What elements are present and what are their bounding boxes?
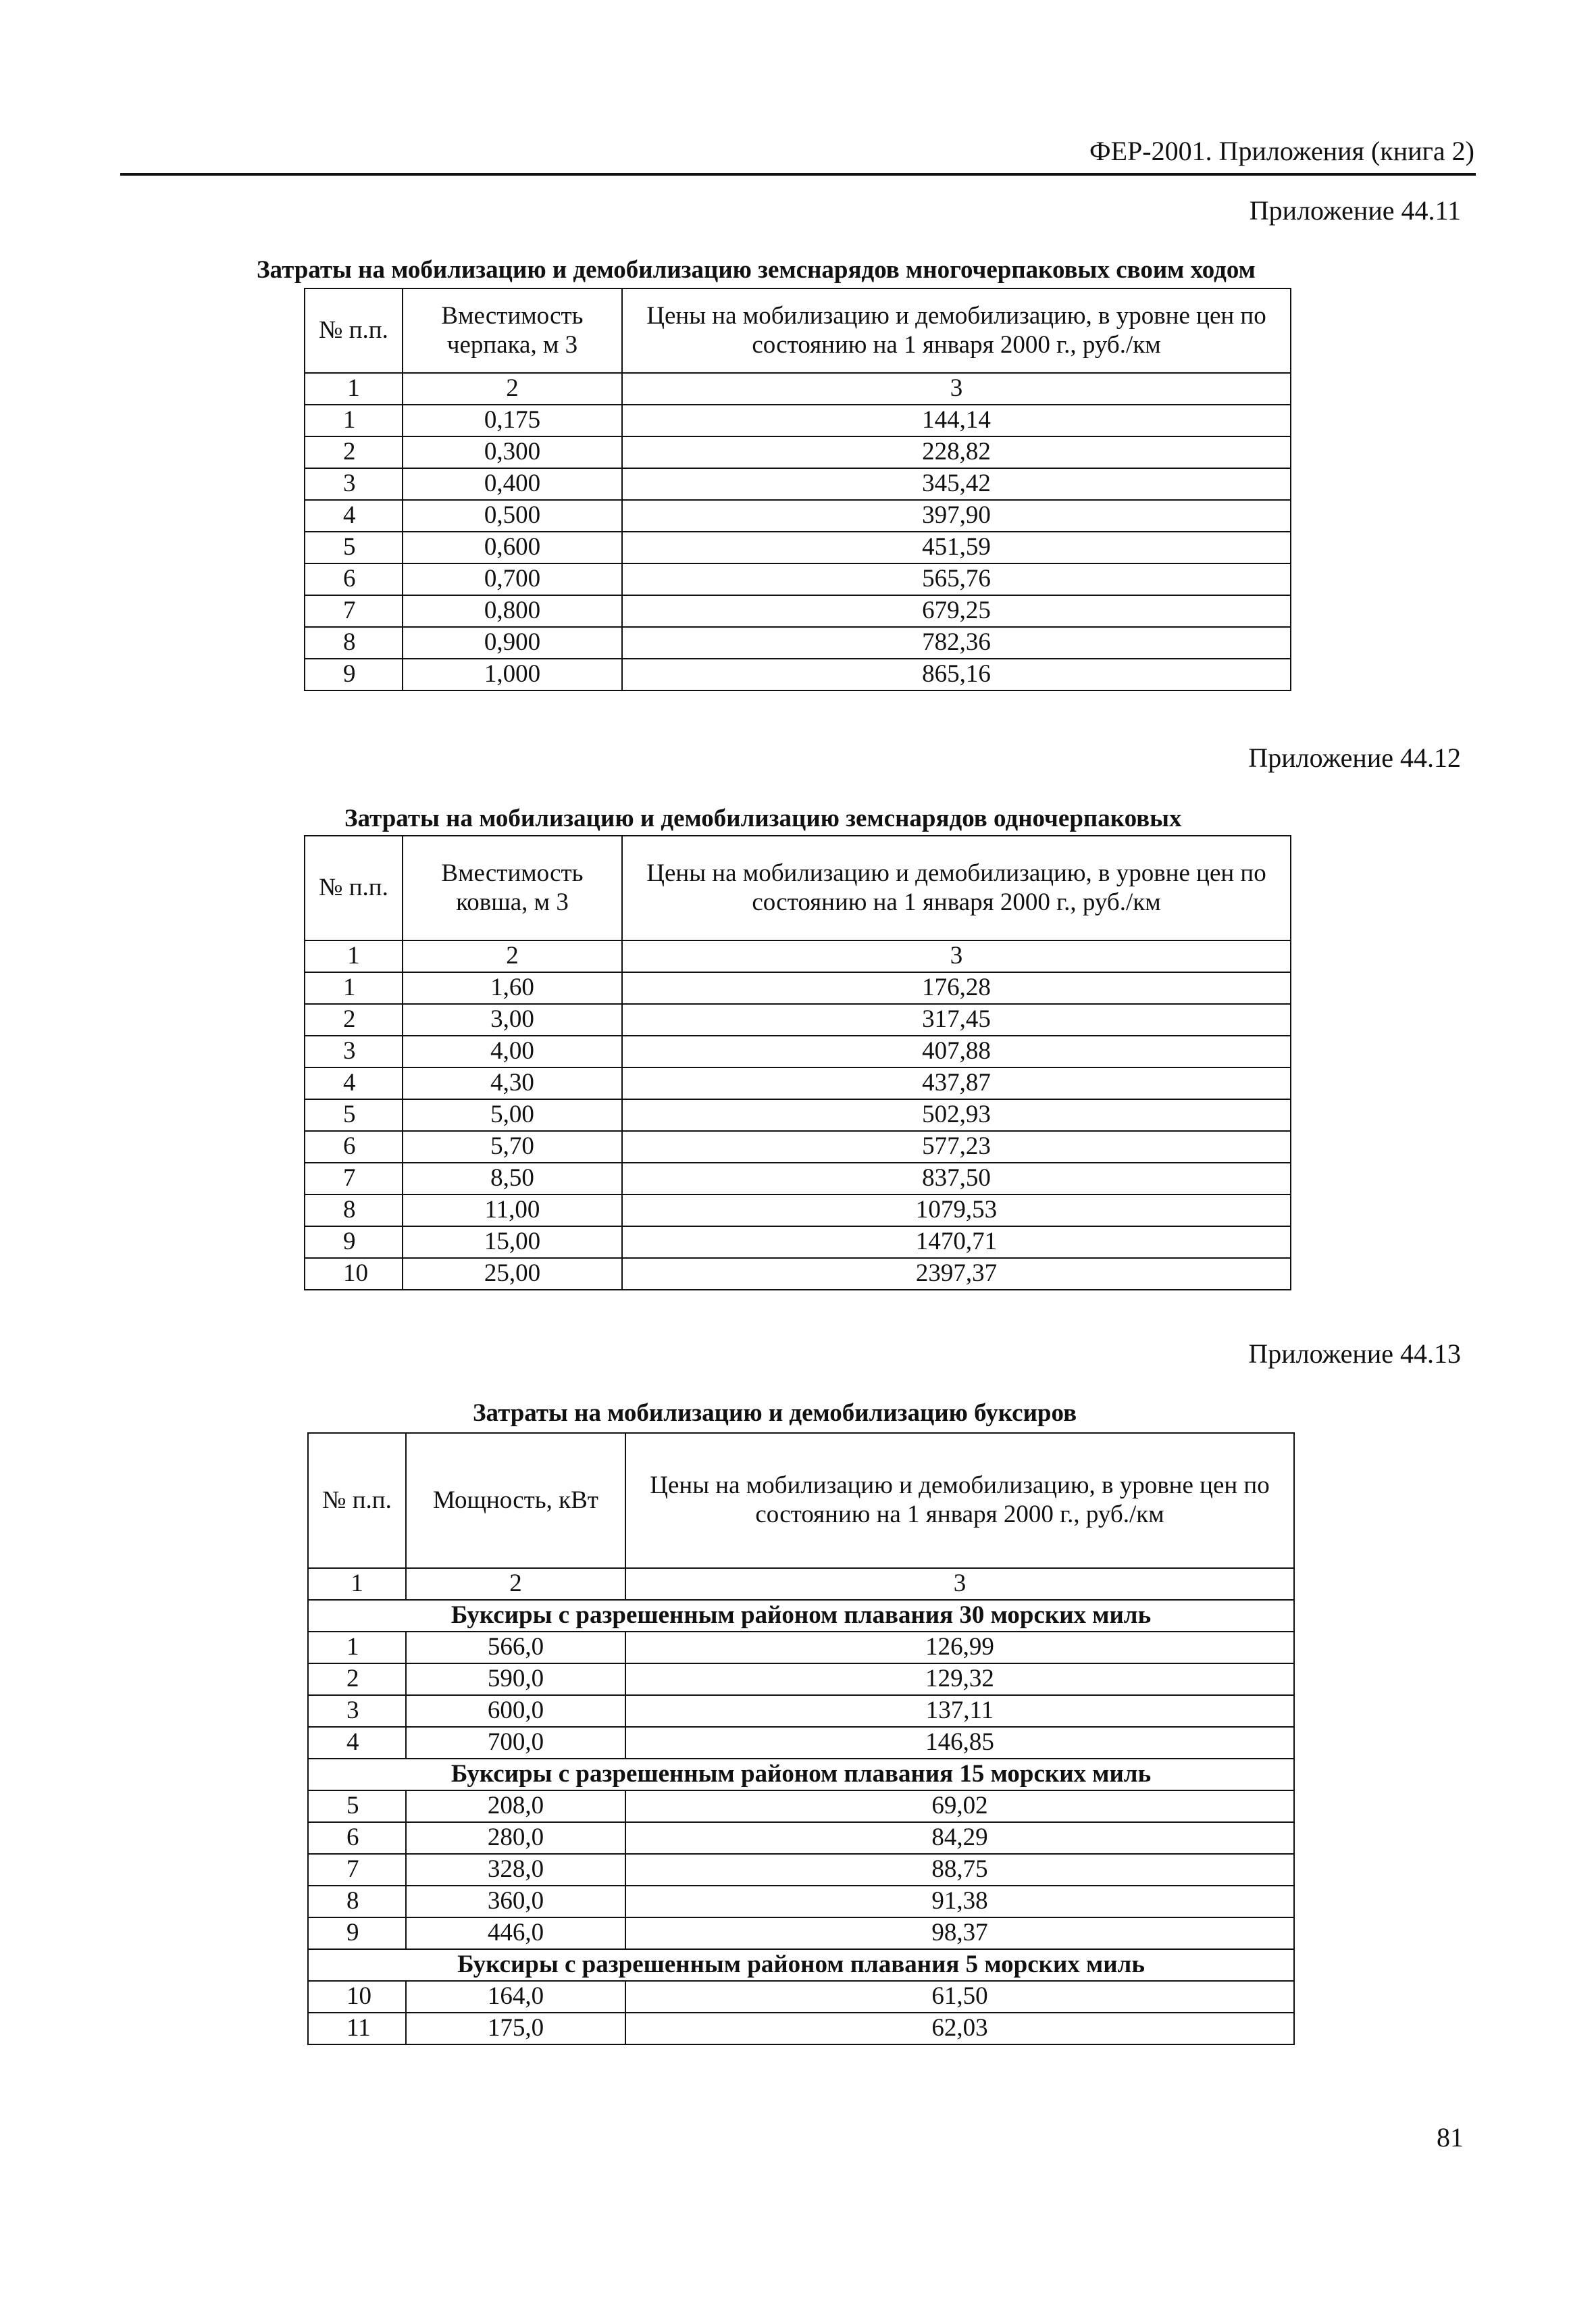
row-number: 2	[305, 436, 403, 468]
row-value: 590,0	[406, 1663, 625, 1695]
row-value: 360,0	[406, 1886, 625, 1917]
appendix-label-44-12: Приложение 44.12	[1248, 743, 1461, 773]
row-price: 837,50	[622, 1163, 1291, 1194]
row-value: 175,0	[406, 2013, 625, 2044]
row-number: 5	[308, 1790, 406, 1822]
row-value: 280,0	[406, 1822, 625, 1854]
table-row	[308, 1790, 1294, 1822]
row-number: 5	[305, 1099, 403, 1131]
row-price: 865,16	[622, 659, 1291, 690]
table-row	[305, 972, 1291, 1004]
row-number: 7	[305, 595, 403, 627]
row-value: 0,800	[403, 595, 622, 627]
col-header-price: Цены на мобилизацию и демобилизацию, в уровне цен по состоянию на 1 января 2000 г., руб./км	[625, 1433, 1294, 1568]
table-row	[305, 1163, 1291, 1194]
table-row	[308, 1695, 1294, 1727]
row-price: 61,50	[625, 1981, 1294, 2013]
table-row	[308, 1917, 1294, 1949]
row-price: 782,36	[622, 627, 1291, 659]
table-row	[308, 1981, 1294, 2013]
row-number: 6	[308, 1822, 406, 1854]
row-value: 4,30	[403, 1067, 622, 1099]
col-number-3: 3	[622, 373, 1291, 405]
row-value: 1,60	[403, 972, 622, 1004]
row-number: 3	[305, 1036, 403, 1067]
row-number: 4	[305, 500, 403, 532]
row-value: 208,0	[406, 1790, 625, 1822]
table-row	[305, 1067, 1291, 1099]
row-price: 137,11	[625, 1695, 1294, 1727]
row-price: 407,88	[622, 1036, 1291, 1067]
table-44-12	[304, 835, 1291, 1290]
row-number: 5	[305, 532, 403, 563]
row-number: 4	[305, 1067, 403, 1099]
table-44-13	[307, 1432, 1295, 2045]
row-number: 9	[305, 659, 403, 690]
col-header-price: Цены на мобилизацию и демобилизацию, в уровне цен по состоянию на 1 января 2000 г., руб./км	[622, 288, 1291, 373]
table-title-44-11: Затраты на мобилизацию и демобилизацию земснарядов многочерпаковых своим ходом	[257, 256, 1256, 284]
row-price: 345,42	[622, 468, 1291, 500]
col-header-price: Цены на мобилизацию и демобилизацию, в уровне цен по состоянию на 1 января 2000 г., руб./км	[622, 836, 1291, 940]
row-price: 502,93	[622, 1099, 1291, 1131]
table-44-11	[304, 288, 1291, 691]
col-header-number: № п.п.	[308, 1433, 406, 1568]
col-number-3: 3	[622, 940, 1291, 972]
row-price: 69,02	[625, 1790, 1294, 1822]
row-value: 1,000	[403, 659, 622, 690]
table-row	[305, 1226, 1291, 1258]
table-row	[305, 1194, 1291, 1226]
table-row	[308, 1663, 1294, 1695]
row-value: 11,00	[403, 1194, 622, 1226]
row-number: 6	[305, 563, 403, 595]
row-price: 1470,71	[622, 1226, 1291, 1258]
row-number: 1	[305, 405, 403, 436]
col-number-2: 2	[406, 1568, 625, 1600]
row-price: 62,03	[625, 2013, 1294, 2044]
col-header-number: № п.п.	[305, 836, 403, 940]
table-row	[308, 1854, 1294, 1886]
row-value: 600,0	[406, 1695, 625, 1727]
row-number: 9	[305, 1226, 403, 1258]
appendix-label-44-11: Приложение 44.11	[1249, 195, 1461, 226]
row-number: 8	[305, 1194, 403, 1226]
section-row	[308, 1759, 1294, 1790]
table-row	[305, 659, 1291, 690]
col-header-capacity: Вместимость черпака, м 3	[403, 288, 622, 373]
row-number: 3	[305, 468, 403, 500]
row-value: 5,70	[403, 1131, 622, 1163]
section-title: Буксиры с разрешенным районом плавания 15 морских миль	[308, 1759, 1294, 1790]
row-value: 0,600	[403, 532, 622, 563]
table-row	[308, 1632, 1294, 1663]
col-header-power: Мощность, кВт	[406, 1433, 625, 1568]
appendix-label-44-13: Приложение 44.13	[1248, 1338, 1461, 1369]
table-row	[305, 532, 1291, 563]
table-row	[305, 1004, 1291, 1036]
row-price: 176,28	[622, 972, 1291, 1004]
row-value: 164,0	[406, 1981, 625, 2013]
row-number: 2	[305, 1004, 403, 1036]
col-number-2: 2	[403, 940, 622, 972]
row-value: 0,500	[403, 500, 622, 532]
table-row	[305, 1036, 1291, 1067]
row-value: 3,00	[403, 1004, 622, 1036]
row-number: 7	[308, 1854, 406, 1886]
row-price: 577,23	[622, 1131, 1291, 1163]
row-number: 11	[308, 2013, 406, 2044]
row-number: 6	[305, 1131, 403, 1163]
row-number: 3	[308, 1695, 406, 1727]
row-number: 7	[305, 1163, 403, 1194]
table-row	[308, 1886, 1294, 1917]
col-number-1: 1	[305, 940, 403, 972]
col-number-1: 1	[308, 1568, 406, 1600]
row-number: 8	[308, 1886, 406, 1917]
table-row	[305, 1258, 1291, 1290]
col-header-capacity: Вместимость ковша, м 3	[403, 836, 622, 940]
row-number: 10	[305, 1258, 403, 1290]
table-row	[305, 468, 1291, 500]
col-header-number: № п.п.	[305, 288, 403, 373]
section-title: Буксиры с разрешенным районом плавания 5 морских миль	[308, 1949, 1294, 1981]
table-title-44-12: Затраты на мобилизацию и демобилизацию земснарядов одночерпаковых	[344, 805, 1182, 832]
row-price: 91,38	[625, 1886, 1294, 1917]
row-price: 565,76	[622, 563, 1291, 595]
table-row	[308, 1727, 1294, 1759]
row-value: 15,00	[403, 1226, 622, 1258]
row-number: 4	[308, 1727, 406, 1759]
row-price: 397,90	[622, 500, 1291, 532]
row-value: 4,00	[403, 1036, 622, 1067]
row-price: 146,85	[625, 1727, 1294, 1759]
row-number: 2	[308, 1663, 406, 1695]
row-price: 88,75	[625, 1854, 1294, 1886]
row-price: 679,25	[622, 595, 1291, 627]
header-divider	[120, 173, 1476, 176]
section-title: Буксиры с разрешенным районом плавания 30 морских миль	[308, 1600, 1294, 1632]
row-value: 0,175	[403, 405, 622, 436]
col-number-2: 2	[403, 373, 622, 405]
table-row	[305, 1099, 1291, 1131]
row-value: 8,50	[403, 1163, 622, 1194]
row-price: 228,82	[622, 436, 1291, 468]
row-price: 451,59	[622, 532, 1291, 563]
row-value: 0,700	[403, 563, 622, 595]
row-value: 0,400	[403, 468, 622, 500]
document-title: ФЕР-2001. Приложения (книга 2)	[1089, 136, 1474, 166]
row-price: 144,14	[622, 405, 1291, 436]
col-number-1: 1	[305, 373, 403, 405]
row-number: 1	[305, 972, 403, 1004]
row-number: 8	[305, 627, 403, 659]
row-price: 126,99	[625, 1632, 1294, 1663]
row-value: 700,0	[406, 1727, 625, 1759]
row-value: 0,300	[403, 436, 622, 468]
table-row	[308, 1822, 1294, 1854]
row-value: 566,0	[406, 1632, 625, 1663]
table-row	[305, 1131, 1291, 1163]
row-value: 5,00	[403, 1099, 622, 1131]
table-row	[305, 405, 1291, 436]
col-number-3: 3	[625, 1568, 1294, 1600]
row-value: 446,0	[406, 1917, 625, 1949]
table-row	[305, 500, 1291, 532]
table-row	[308, 2013, 1294, 2044]
row-price: 129,32	[625, 1663, 1294, 1695]
table-row	[305, 436, 1291, 468]
row-price: 437,87	[622, 1067, 1291, 1099]
row-value: 25,00	[403, 1258, 622, 1290]
row-number: 9	[308, 1917, 406, 1949]
row-price: 1079,53	[622, 1194, 1291, 1226]
row-price: 84,29	[625, 1822, 1294, 1854]
section-row	[308, 1600, 1294, 1632]
row-price: 317,45	[622, 1004, 1291, 1036]
table-row	[305, 595, 1291, 627]
page-number: 81	[1437, 2122, 1464, 2153]
section-row	[308, 1949, 1294, 1981]
row-value: 328,0	[406, 1854, 625, 1886]
table-title-44-13: Затраты на мобилизацию и демобилизацию буксиров	[473, 1399, 1077, 1427]
row-value: 0,900	[403, 627, 622, 659]
row-number: 10	[308, 1981, 406, 2013]
row-price: 98,37	[625, 1917, 1294, 1949]
table-row	[305, 563, 1291, 595]
table-row	[305, 627, 1291, 659]
row-number: 1	[308, 1632, 406, 1663]
row-price: 2397,37	[622, 1258, 1291, 1290]
